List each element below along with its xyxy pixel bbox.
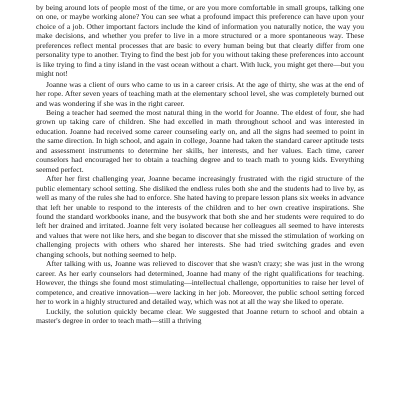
paragraph-solution: Luckily, the solution quickly became clear. We suggested that Joanne return to school and obtain a master's degree in order to teach math—still a thriving (36, 306, 364, 325)
book-page (36, 3, 364, 325)
paragraph-joanne-intro: Joanne was a client of ours who came to us in a career crisis. At the age of thirty, she was at the end of her rope. After seven years of teaching math at the elementary school level, she was completely burned out and was wondering if she was in the right career. (36, 79, 364, 108)
paragraph-joanne-frustration: After her first challenging year, Joanne became increasingly frustrated with the rigid structure of the public elementary school setting. She disliked the endless rules both she and the students had to live by, as well as many of the rules she had to enforce. She hated having to prepare lesson plans six weeks in advance that left her unable to respond to the interests of the children and to her own creative inspirations. She found the standard workbooks inane, and the busywork that both she and her students were required to do left her drained and irritated. Joanne felt very isolated because her colleagues all seemed to have interests and values that were not like hers, and she began to discover that she missed the stimulation of working on challenging projects with others who shared her interests. She had tried switching grades and even changing schools, but nothing seemed to help. (36, 174, 364, 259)
paragraph-joanne-background: Being a teacher had seemed the most natural thing in the world for Joanne. The eldest of four, she had grown up taking care of children. She had excelled in math throughout school and was interested in education. Joanne had received some career counseling early on, and all the signs had seemed to point in the same direction. In high school, and again in college, Joanne had taken the standard career aptitude tests and assessment instruments to determine her skills, her interests, and her values. Each time, career counselors had encouraged her to obtain a teaching degree and to teach math to young kids. Everything seemed perfect. (36, 107, 364, 174)
paragraph-personality-preferences: by being around lots of people most of the time, or are you more comfortable in small groups, talking one on one, or maybe working alone? You can see what a profound impact this preference can have upon your choice of a job. Other important factors include the kind of information you naturally notice, the way you make decisions, and whether you prefer to live in a more structured or a more spontaneous way. These preferences reflect mental processes that are basic to every human being but that clearly differ from one personality type to another. Trying to find the best job for you without taking these preferences into account is like trying to find a tiny island in the vast ocean without a chart. With luck, you might get there—but you might not! (36, 3, 364, 79)
paragraph-wrong-career: After talking with us, Joanne was relieved to discover that she wasn't crazy; she was just in the wrong career. As her early counselors had determined, Joanne had many of the right qualifications for teaching. However, the things she found most stimulating—intellectual challenge, opportunities to raise her level of competence, and creative innovation—were lacking in her job. Moreover, the public school setting forced her to work in a highly structured and detailed way, which was not at all the way she liked to operate. (36, 259, 364, 307)
